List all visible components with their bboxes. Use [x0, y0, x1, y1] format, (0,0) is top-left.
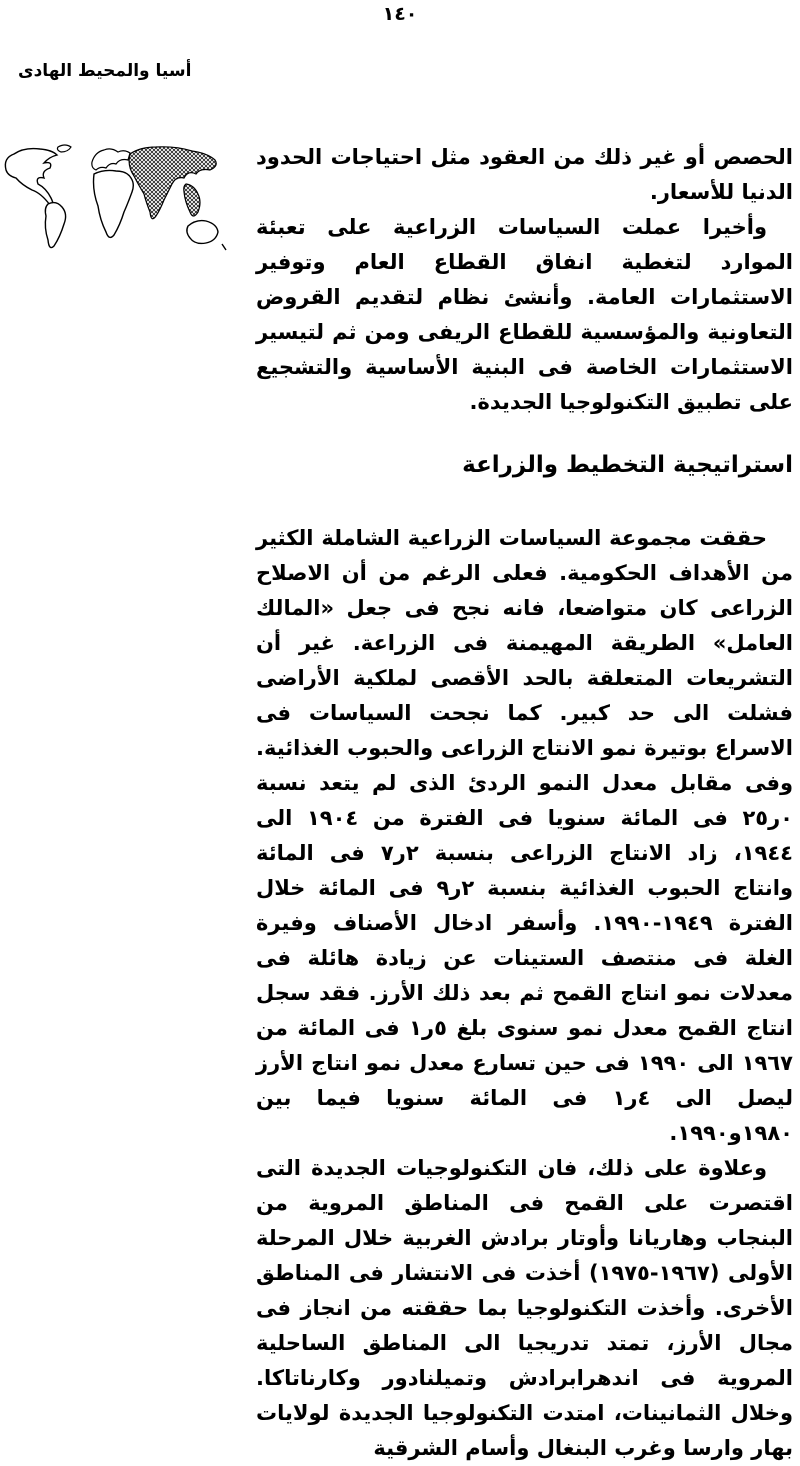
map-greenland [57, 145, 71, 152]
page-number: ١٤٠ [382, 3, 418, 25]
map-south-america [45, 203, 65, 248]
paragraph-carryover: الحصص أو غير ذلك من العقود مثل احتياجات الحدود الدنيا للأسعار. [256, 145, 793, 204]
map-africa [94, 170, 134, 237]
world-map-image [0, 140, 234, 254]
map-north-america [5, 149, 57, 206]
body-text-column [256, 140, 793, 1466]
map-asia-highlight [129, 147, 216, 219]
paragraph-policies: وأخيرا عملت السياسات الزراعية على تعبئة الموارد لتغطية انفاق القطاع العام وتوفير الاستثمارات العامة. وأنشئ نظام لتقديم القروض التعاونية والمؤسسية للقطاع الريفى ومن ثم لتيسير الاستثمارات الخاصة فى البنية الأساسية والتشجيع على تطبيق التكنولوجيا الجديدة. [256, 215, 793, 414]
paragraph-achievements: حققت مجموعة السياسات الزراعية الشاملة الكثير من الأهداف الحكومية. فعلى الرغم من أن الاصلاح الزراعى كان متواضعا، فانه نجح فى جعل «المالك العامل» الطريقة المهيمنة فى الزراعة. غير أن التشريعات المتعلقة بالحد الأقصى لملكية الأراضى فشلت الى حد كبير. كما نجحت السياسات فى الاسراع بوتيرة نمو الانتاج الزراعى والحبوب الغذائية. وفى مقابل معدل النمو الردئ الذى لم يتعد نسبة ٠ر٢٥ فى المائة سنويا فى الفترة من ١٩٠٤ الى ١٩٤٤، زاد الانتاج الزراعى بنسبة ٢ر٧ فى المائة وانتاج الحبوب الغذائية بنسبة ٢ر٩ فى المائة خلال الفترة ١٩٤٩-١٩٩٠. وأسفر ادخال الأصناف وفيرة الغلة فى منتصف الستينات عن زيادة هائلة فى معدلات نمو انتاج القمح ثم بعد ذلك الأرز. فقد سجل انتاج القمح معدل نمو سنوى بلغ ٥ر١ فى المائة من ١٩٦٧ الى ١٩٩٠ فى حين تسارع معدل نمو انتاج الأرز ليصل الى ٤ر١ فى المائة سنويا فيما بين ١٩٨٠و١٩٩٠. [256, 526, 793, 1145]
map-new-zealand [222, 244, 226, 250]
section-heading: استراتيجية التخطيط والزراعة [462, 452, 793, 478]
running-header: أسيا والمحيط الهادى [18, 61, 192, 81]
map-australia [187, 221, 218, 244]
map-southeast-asia-highlight [184, 184, 200, 216]
world-map [0, 140, 234, 254]
paragraph-technology-spread: وعلاوة على ذلك، فان التكنولوجيات الجديدة التى اقتصرت على القمح فى المناطق المروية من البنجاب وهاريانا وأوتار برادش الغربية خلال المرحلة الأولى (١٩٦٧-١٩٧٥) أخذت فى الانتشار فى المناطق الأخرى. وأخذت التكنولوجيا بما حققته من انجاز فى مجال الأرز، تمتد تدريجيا الى المناطق الساحلية المروية فى اندهرابرادش وتميلنادور وكارناتاكا. وخلال الثمانينات، امتدت التكنولوجيا الجديدة لولايات بهار وارسا وغرب البنغال وأسام الشرقية [256, 1156, 793, 1460]
map-europe [92, 149, 130, 170]
